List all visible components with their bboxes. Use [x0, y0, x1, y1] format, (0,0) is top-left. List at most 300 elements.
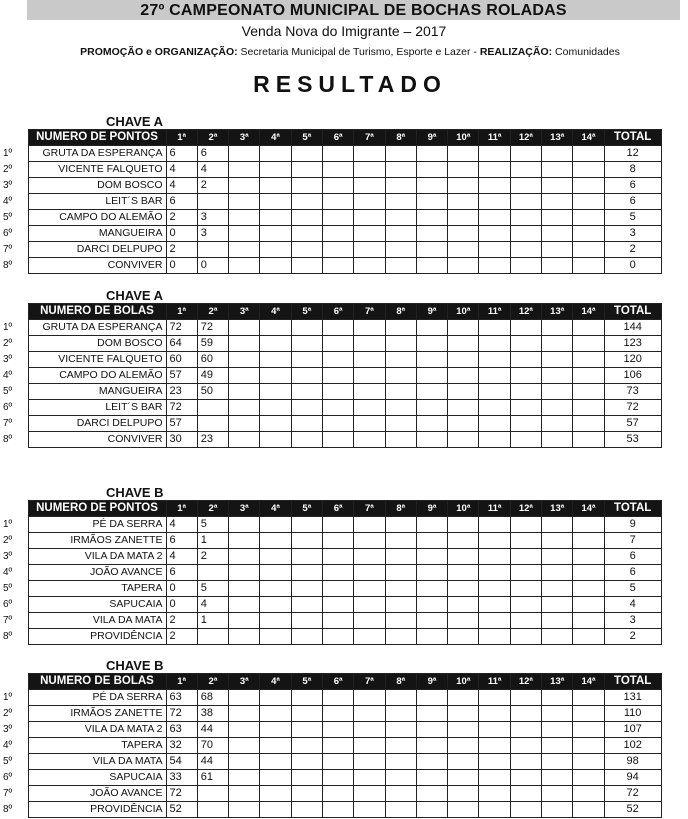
round-score-cell: 0 — [197, 258, 228, 274]
round-score-cell — [322, 802, 353, 818]
team-name-cell: JOÃO AVANCE — [28, 565, 166, 581]
round-score-cell — [510, 320, 541, 336]
rank-cell: 1º — [3, 322, 13, 333]
round-score-cell — [322, 629, 353, 645]
round-score-cell — [354, 754, 385, 770]
round-score-cell — [354, 146, 385, 162]
round-score-cell — [354, 432, 385, 448]
table-row — [0, 384, 661, 400]
round-score-cell: 4 — [197, 597, 228, 613]
round-score-cell — [229, 384, 260, 400]
round-score-cell — [416, 738, 447, 754]
round-score-cell — [542, 242, 573, 258]
round-header: 14ª — [573, 304, 604, 320]
round-score-cell — [197, 802, 228, 818]
round-score-cell: 44 — [197, 754, 228, 770]
round-score-cell — [510, 770, 541, 786]
rank-cell: 8º — [3, 631, 13, 642]
round-score-cell — [573, 146, 604, 162]
round-score-cell — [479, 352, 510, 368]
total-cell: 102 — [604, 738, 661, 754]
round-header: 4ª — [260, 130, 291, 146]
round-score-cell — [416, 194, 447, 210]
round-score-cell — [260, 613, 291, 629]
round-score-cell — [479, 194, 510, 210]
round-score-cell: 30 — [166, 432, 197, 448]
round-score-cell: 4 — [166, 162, 197, 178]
round-score-cell — [322, 549, 353, 565]
round-score-cell — [510, 194, 541, 210]
round-header: 13ª — [542, 304, 573, 320]
round-score-cell — [354, 210, 385, 226]
round-score-cell: 6 — [166, 533, 197, 549]
round-score-cell — [322, 320, 353, 336]
round-score-cell: 4 — [197, 162, 228, 178]
round-score-cell — [416, 722, 447, 738]
total-cell: 6 — [604, 565, 661, 581]
round-score-cell — [416, 352, 447, 368]
round-header: 3ª — [229, 304, 260, 320]
round-score-cell — [416, 178, 447, 194]
round-header: 3ª — [229, 674, 260, 690]
round-score-cell — [385, 384, 416, 400]
rank-cell: 2º — [3, 338, 13, 349]
round-score-cell — [322, 352, 353, 368]
round-score-cell — [542, 597, 573, 613]
metric-header: NUMERO DE PONTOS — [28, 501, 166, 517]
round-score-cell — [385, 432, 416, 448]
table-row — [0, 565, 661, 581]
round-score-cell — [385, 194, 416, 210]
total-cell: 3 — [604, 613, 661, 629]
round-score-cell: 72 — [166, 786, 197, 802]
round-score-cell — [542, 368, 573, 384]
round-score-cell — [416, 770, 447, 786]
round-score-cell — [322, 400, 353, 416]
table-row — [0, 581, 661, 597]
round-score-cell: 32 — [166, 738, 197, 754]
round-header: 7ª — [354, 501, 385, 517]
chave-label: CHAVE A — [106, 288, 164, 303]
round-score-cell — [573, 770, 604, 786]
round-score-cell — [322, 597, 353, 613]
round-score-cell — [385, 210, 416, 226]
table-row — [0, 226, 661, 242]
round-score-cell — [479, 754, 510, 770]
round-score-cell — [573, 320, 604, 336]
round-header: 1ª — [166, 304, 197, 320]
round-header: 9ª — [416, 501, 447, 517]
rank-cell: 1º — [3, 148, 13, 159]
round-score-cell — [448, 629, 479, 645]
round-score-cell — [229, 802, 260, 818]
round-score-cell — [291, 533, 322, 549]
team-name-cell: GRUTA DA ESPERANÇA — [28, 146, 166, 162]
round-header: 7ª — [354, 130, 385, 146]
total-cell: 6 — [604, 194, 661, 210]
round-score-cell: 64 — [166, 336, 197, 352]
table-header-row — [0, 674, 661, 690]
round-score-cell — [448, 802, 479, 818]
round-score-cell: 23 — [197, 432, 228, 448]
round-score-cell: 6 — [166, 565, 197, 581]
round-score-cell — [510, 226, 541, 242]
round-score-cell — [291, 613, 322, 629]
round-score-cell — [510, 384, 541, 400]
round-score-cell — [448, 210, 479, 226]
round-score-cell — [479, 533, 510, 549]
round-score-cell — [385, 320, 416, 336]
round-header: 6ª — [322, 130, 353, 146]
round-header: 8ª — [385, 304, 416, 320]
total-cell: 110 — [604, 706, 661, 722]
round-score-cell — [510, 597, 541, 613]
round-score-cell — [322, 210, 353, 226]
round-score-cell — [416, 565, 447, 581]
results-table — [0, 500, 662, 645]
round-score-cell — [416, 400, 447, 416]
team-name-cell: VILA DA MATA 2 — [28, 549, 166, 565]
round-header: 6ª — [322, 501, 353, 517]
round-score-cell — [510, 613, 541, 629]
round-score-cell — [385, 597, 416, 613]
round-score-cell — [573, 210, 604, 226]
round-score-cell — [197, 194, 228, 210]
round-score-cell — [573, 802, 604, 818]
round-score-cell — [322, 226, 353, 242]
round-score-cell — [416, 432, 447, 448]
round-score-cell — [322, 706, 353, 722]
round-score-cell — [510, 533, 541, 549]
round-score-cell — [385, 368, 416, 384]
round-score-cell — [322, 581, 353, 597]
round-score-cell — [448, 432, 479, 448]
team-name-cell: SAPUCAIA — [28, 597, 166, 613]
team-name-cell: DARCI DELPUPO — [28, 416, 166, 432]
round-score-cell — [229, 432, 260, 448]
promo-label: PROMOÇÃO e ORGANIZAÇÃO: — [80, 46, 238, 58]
round-header: 5ª — [291, 304, 322, 320]
round-score-cell — [229, 336, 260, 352]
round-score-cell — [448, 706, 479, 722]
round-score-cell — [542, 581, 573, 597]
table-row — [0, 549, 661, 565]
round-score-cell — [229, 738, 260, 754]
round-score-cell — [479, 226, 510, 242]
round-score-cell — [229, 226, 260, 242]
round-score-cell — [573, 754, 604, 770]
round-score-cell — [291, 754, 322, 770]
round-score-cell — [322, 178, 353, 194]
round-score-cell — [260, 384, 291, 400]
total-cell: 57 — [604, 416, 661, 432]
round-score-cell — [354, 162, 385, 178]
round-header: 2ª — [197, 304, 228, 320]
total-cell: 5 — [604, 581, 661, 597]
round-score-cell — [229, 517, 260, 533]
table-header-row — [0, 130, 661, 146]
round-score-cell — [354, 786, 385, 802]
round-score-cell — [416, 146, 447, 162]
table-row — [0, 258, 661, 274]
round-score-cell — [322, 722, 353, 738]
round-score-cell — [385, 565, 416, 581]
round-score-cell — [510, 352, 541, 368]
round-score-cell — [510, 517, 541, 533]
total-cell: 131 — [604, 690, 661, 706]
round-score-cell — [542, 706, 573, 722]
round-score-cell — [322, 738, 353, 754]
round-score-cell — [448, 384, 479, 400]
round-score-cell — [260, 320, 291, 336]
total-cell: 0 — [604, 258, 661, 274]
round-score-cell — [573, 517, 604, 533]
round-score-cell — [322, 368, 353, 384]
round-score-cell — [479, 146, 510, 162]
round-score-cell: 72 — [197, 320, 228, 336]
round-score-cell — [416, 226, 447, 242]
round-score-cell — [354, 613, 385, 629]
team-name-cell: TAPERA — [28, 581, 166, 597]
round-score-cell — [291, 565, 322, 581]
round-score-cell — [416, 581, 447, 597]
round-score-cell — [260, 786, 291, 802]
round-score-cell — [385, 146, 416, 162]
round-score-cell — [542, 722, 573, 738]
round-score-cell: 2 — [166, 242, 197, 258]
round-score-cell — [573, 352, 604, 368]
total-cell: 73 — [604, 384, 661, 400]
total-cell: 123 — [604, 336, 661, 352]
round-score-cell — [354, 336, 385, 352]
round-score-cell — [479, 722, 510, 738]
round-score-cell — [416, 517, 447, 533]
round-score-cell — [322, 770, 353, 786]
total-cell: 12 — [604, 146, 661, 162]
round-score-cell — [448, 194, 479, 210]
position-header-blank — [0, 130, 28, 146]
round-score-cell — [542, 416, 573, 432]
round-score-cell — [291, 320, 322, 336]
team-name-cell: CAMPO DO ALEMÃO — [28, 368, 166, 384]
round-score-cell — [510, 786, 541, 802]
round-score-cell: 0 — [166, 597, 197, 613]
team-name-cell: PÉ DA SERRA — [28, 690, 166, 706]
round-score-cell — [354, 629, 385, 645]
table-header-row — [0, 304, 661, 320]
rank-cell: 5º — [3, 583, 13, 594]
round-score-cell — [479, 178, 510, 194]
round-score-cell — [479, 770, 510, 786]
round-score-cell — [416, 416, 447, 432]
rank-cell: 7º — [3, 418, 13, 429]
round-score-cell — [385, 258, 416, 274]
round-header: 5ª — [291, 674, 322, 690]
round-score-cell — [448, 565, 479, 581]
round-header: 12ª — [510, 501, 541, 517]
team-name-cell: VILA DA MATA 2 — [28, 722, 166, 738]
round-score-cell — [510, 242, 541, 258]
round-header: 9ª — [416, 674, 447, 690]
total-header: TOTAL — [604, 501, 661, 517]
round-score-cell — [385, 613, 416, 629]
round-score-cell — [510, 416, 541, 432]
round-score-cell — [573, 258, 604, 274]
round-score-cell — [291, 770, 322, 786]
round-score-cell — [322, 517, 353, 533]
round-score-cell — [479, 517, 510, 533]
round-score-cell — [542, 210, 573, 226]
round-score-cell — [479, 368, 510, 384]
realizacao-label: REALIZAÇÃO: — [479, 46, 553, 58]
round-score-cell — [291, 210, 322, 226]
round-score-cell — [322, 336, 353, 352]
round-score-cell — [510, 162, 541, 178]
round-score-cell — [510, 629, 541, 645]
round-score-cell — [385, 178, 416, 194]
round-score-cell — [291, 549, 322, 565]
rank-cell: 6º — [3, 599, 13, 610]
round-header: 4ª — [260, 674, 291, 690]
round-score-cell — [510, 258, 541, 274]
round-score-cell — [229, 258, 260, 274]
round-header: 14ª — [573, 674, 604, 690]
round-header: 4ª — [260, 304, 291, 320]
round-score-cell — [291, 629, 322, 645]
round-score-cell: 3 — [197, 210, 228, 226]
round-score-cell — [510, 754, 541, 770]
round-score-cell — [322, 146, 353, 162]
round-score-cell — [573, 336, 604, 352]
round-score-cell — [385, 802, 416, 818]
round-score-cell — [229, 722, 260, 738]
round-score-cell — [479, 690, 510, 706]
round-score-cell — [229, 581, 260, 597]
round-score-cell — [479, 581, 510, 597]
round-score-cell — [448, 754, 479, 770]
round-score-cell — [479, 320, 510, 336]
table-row — [0, 368, 661, 384]
round-score-cell — [542, 336, 573, 352]
total-cell: 2 — [604, 242, 661, 258]
round-score-cell — [479, 210, 510, 226]
round-score-cell — [291, 416, 322, 432]
championship-title: 27º CAMPEONATO MUNICIPAL DE BOCHAS ROLADAS — [27, 0, 680, 20]
round-header: 7ª — [354, 674, 385, 690]
round-score-cell: 3 — [197, 226, 228, 242]
round-score-cell — [448, 549, 479, 565]
round-score-cell — [322, 162, 353, 178]
table-row — [0, 629, 661, 645]
round-score-cell — [385, 722, 416, 738]
rank-cell: 8º — [3, 260, 13, 271]
round-score-cell — [197, 786, 228, 802]
team-name-cell: GRUTA DA ESPERANÇA — [28, 320, 166, 336]
round-score-cell — [448, 786, 479, 802]
round-score-cell — [542, 352, 573, 368]
round-score-cell — [385, 517, 416, 533]
round-score-cell — [510, 706, 541, 722]
rank-cell: 4º — [3, 567, 13, 578]
round-score-cell — [542, 690, 573, 706]
round-score-cell — [510, 581, 541, 597]
round-header: 12ª — [510, 130, 541, 146]
chave-label: CHAVE B — [106, 658, 164, 673]
round-score-cell — [260, 162, 291, 178]
round-score-cell — [260, 802, 291, 818]
round-score-cell — [229, 242, 260, 258]
round-score-cell — [354, 194, 385, 210]
round-header: 1ª — [166, 674, 197, 690]
total-cell: 144 — [604, 320, 661, 336]
round-score-cell — [260, 178, 291, 194]
total-cell: 72 — [604, 786, 661, 802]
round-header: 1ª — [166, 130, 197, 146]
round-score-cell — [291, 597, 322, 613]
round-score-cell — [542, 786, 573, 802]
round-score-cell — [416, 384, 447, 400]
round-header: 3ª — [229, 501, 260, 517]
rank-cell: 8º — [3, 804, 13, 815]
round-score-cell — [542, 738, 573, 754]
round-score-cell: 1 — [197, 613, 228, 629]
round-score-cell — [354, 770, 385, 786]
table-row — [0, 162, 661, 178]
round-score-cell: 68 — [197, 690, 228, 706]
round-score-cell — [260, 242, 291, 258]
round-score-cell — [542, 162, 573, 178]
round-score-cell: 72 — [166, 320, 197, 336]
round-score-cell — [416, 629, 447, 645]
chave-label: CHAVE B — [106, 485, 164, 500]
round-score-cell — [510, 802, 541, 818]
round-score-cell: 54 — [166, 754, 197, 770]
total-cell: 98 — [604, 754, 661, 770]
total-cell: 9 — [604, 517, 661, 533]
rank-cell: 5º — [3, 756, 13, 767]
chave-label: CHAVE A — [106, 114, 164, 129]
round-score-cell — [291, 400, 322, 416]
round-score-cell — [479, 549, 510, 565]
round-score-cell — [322, 690, 353, 706]
round-score-cell — [385, 754, 416, 770]
round-score-cell — [448, 416, 479, 432]
round-score-cell — [291, 786, 322, 802]
round-score-cell — [229, 146, 260, 162]
round-score-cell — [322, 194, 353, 210]
round-score-cell — [416, 690, 447, 706]
round-score-cell — [291, 368, 322, 384]
round-score-cell — [542, 400, 573, 416]
round-score-cell — [542, 533, 573, 549]
round-score-cell — [416, 336, 447, 352]
round-score-cell — [197, 629, 228, 645]
table-header-row — [0, 501, 661, 517]
round-score-cell — [260, 258, 291, 274]
round-header: 2ª — [197, 501, 228, 517]
round-score-cell — [479, 565, 510, 581]
total-cell: 106 — [604, 368, 661, 384]
round-score-cell — [542, 384, 573, 400]
round-score-cell — [573, 581, 604, 597]
round-score-cell — [260, 517, 291, 533]
round-header: 9ª — [416, 304, 447, 320]
round-score-cell — [260, 738, 291, 754]
round-header: 8ª — [385, 674, 416, 690]
round-score-cell — [448, 178, 479, 194]
round-score-cell — [354, 320, 385, 336]
round-header: 13ª — [542, 501, 573, 517]
